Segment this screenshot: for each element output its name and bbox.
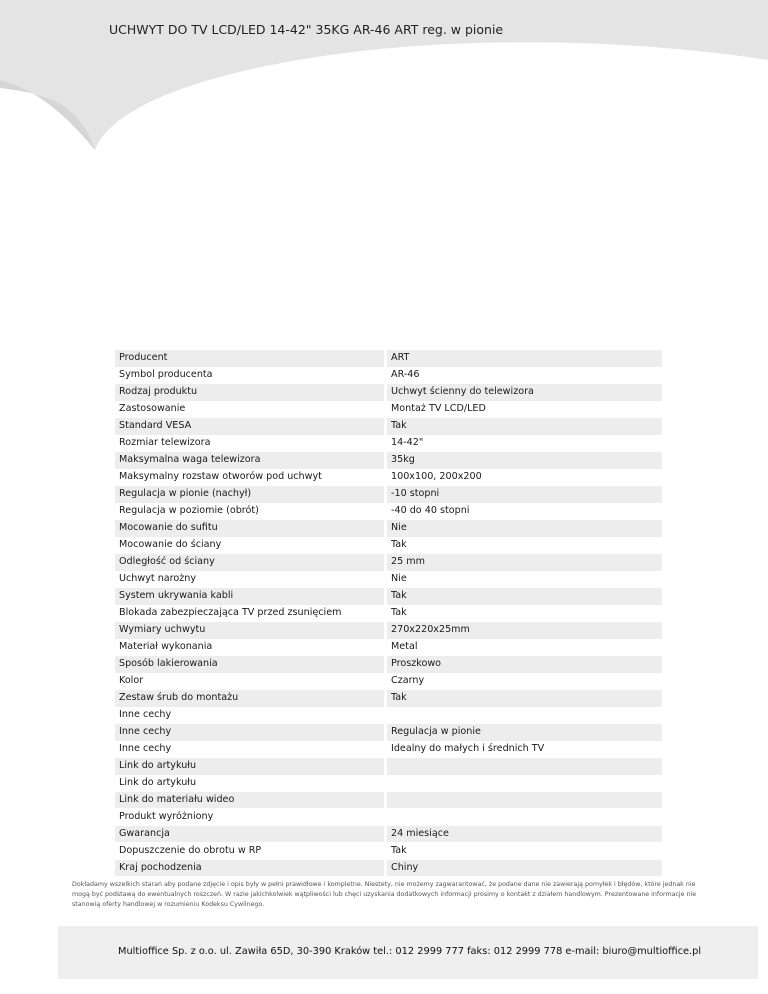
- spec-value: Czarny: [387, 673, 662, 690]
- spec-label: Rozmiar telewizora: [115, 435, 384, 452]
- spec-row: [115, 384, 662, 401]
- spec-value: Idealny do małych i średnich TV: [387, 741, 662, 758]
- spec-row: [115, 367, 662, 384]
- spec-value: Montaż TV LCD/LED: [387, 401, 662, 418]
- spec-value: Tak: [387, 588, 662, 605]
- spec-label: Gwarancja: [115, 826, 384, 843]
- spec-label: Maksymalny rozstaw otworów pod uchwyt: [115, 469, 384, 486]
- spec-value: [387, 809, 662, 826]
- spec-row: [115, 401, 662, 418]
- spec-row: [115, 350, 662, 367]
- spec-row: [115, 452, 662, 469]
- spec-label: Link do artykułu: [115, 775, 384, 792]
- spec-row: [115, 503, 662, 520]
- company-footer: [58, 926, 758, 979]
- spec-label: Produkt wyróżniony: [115, 809, 384, 826]
- spec-label: Regulacja w poziomie (obrót): [115, 503, 384, 520]
- spec-value: Tak: [387, 537, 662, 554]
- spec-row: [115, 605, 662, 622]
- spec-row: [115, 656, 662, 673]
- spec-label: Inne cechy: [115, 741, 384, 758]
- spec-value: Tak: [387, 418, 662, 435]
- spec-value: 270x220x25mm: [387, 622, 662, 639]
- spec-value: -10 stopni: [387, 486, 662, 503]
- spec-value: [387, 707, 662, 724]
- spec-label: Uchwyt narożny: [115, 571, 384, 588]
- spec-label: Link do materiału wideo: [115, 792, 384, 809]
- spec-value: AR-46: [387, 367, 662, 384]
- spec-row: [115, 826, 662, 843]
- spec-row: [115, 741, 662, 758]
- spec-row: [115, 622, 662, 639]
- spec-label: Zestaw śrub do montażu: [115, 690, 384, 707]
- spec-row: [115, 639, 662, 656]
- page-title: UCHWYT DO TV LCD/LED 14-42" 35KG AR-46 ART reg. w pionie: [109, 22, 504, 37]
- spec-label: Wymiary uchwytu: [115, 622, 384, 639]
- spec-value: Nie: [387, 520, 662, 537]
- spec-label: Zastosowanie: [115, 401, 384, 418]
- spec-label: Dopuszczenie do obrotu w RP: [115, 843, 384, 860]
- spec-row: [115, 469, 662, 486]
- spec-row: [115, 690, 662, 707]
- spec-row: [115, 860, 662, 877]
- spec-value: 100x100, 200x200: [387, 469, 662, 486]
- spec-value: ART: [387, 350, 662, 367]
- spec-label: Inne cechy: [115, 707, 384, 724]
- spec-value: Nie: [387, 571, 662, 588]
- spec-row: [115, 537, 662, 554]
- spec-label: Mocowanie do sufitu: [115, 520, 384, 537]
- spec-value: [387, 775, 662, 792]
- spec-value: Proszkowo: [387, 656, 662, 673]
- spec-row: [115, 775, 662, 792]
- spec-label: Maksymalna waga telewizora: [115, 452, 384, 469]
- spec-value: Regulacja w pionie: [387, 724, 662, 741]
- spec-row: [115, 673, 662, 690]
- spec-label: Blokada zabezpieczająca TV przed zsunięciem: [115, 605, 384, 622]
- spec-label: Regulacja w pionie (nachył): [115, 486, 384, 503]
- spec-value: 14-42": [387, 435, 662, 452]
- spec-row: [115, 707, 662, 724]
- spec-label: Materiał wykonania: [115, 639, 384, 656]
- spec-label: Link do artykułu: [115, 758, 384, 775]
- spec-value: [387, 792, 662, 809]
- spec-label: Sposób lakierowania: [115, 656, 384, 673]
- spec-value: Metal: [387, 639, 662, 656]
- spec-row: [115, 758, 662, 775]
- spec-label: Producent: [115, 350, 384, 367]
- spec-label: Rodzaj produktu: [115, 384, 384, 401]
- spec-row: [115, 809, 662, 826]
- spec-table: [115, 350, 662, 877]
- spec-label: System ukrywania kabli: [115, 588, 384, 605]
- spec-row: [115, 435, 662, 452]
- spec-value: Chiny: [387, 860, 662, 877]
- spec-label: Odległość od ściany: [115, 554, 384, 571]
- spec-value: 25 mm: [387, 554, 662, 571]
- spec-row: [115, 843, 662, 860]
- disclaimer-text: Dokładamy wszelkich starań aby podane zdjęcie i opis były w pełni prawidłowe i kompletne. Niestety, nie możemy zagwarantować, że podane dane nie zawierają pomyłek i błędów, które jednak nie mogą być podstawą do ewentualnych roszczeń. W razie jakichkolwiek wątpliwości lub chęci uzyskania dodatkowych informacji prosimy o kontakt z działem handlowym. Prezentowane informacje nie stanowią oferty handlowej w rozumieniu Kodeksu Cywilnego.: [72, 881, 697, 908]
- spec-label: Inne cechy: [115, 724, 384, 741]
- spec-value: -40 do 40 stopni: [387, 503, 662, 520]
- spec-value: Tak: [387, 605, 662, 622]
- spec-row: [115, 571, 662, 588]
- spec-label: Standard VESA: [115, 418, 384, 435]
- spec-label: Kraj pochodzenia: [115, 860, 384, 877]
- spec-row: [115, 418, 662, 435]
- spec-row: [115, 554, 662, 571]
- spec-value: 35kg: [387, 452, 662, 469]
- spec-label: Mocowanie do ściany: [115, 537, 384, 554]
- spec-value: Uchwyt ścienny do telewizora: [387, 384, 662, 401]
- spec-row: [115, 724, 662, 741]
- company-contact-info: Multioffice Sp. z o.o. ul. Zawiła 65D, 30-390 Kraków tel.: 012 2999 777 faks: 012 2999 778 e-mail: biuro@multioffice.pl: [118, 946, 702, 957]
- spec-value: Tak: [387, 843, 662, 860]
- spec-row: [115, 588, 662, 605]
- spec-value: [387, 758, 662, 775]
- spec-label: Kolor: [115, 673, 384, 690]
- spec-row: [115, 520, 662, 537]
- spec-value: 24 miesiące: [387, 826, 662, 843]
- spec-label: Symbol producenta: [115, 367, 384, 384]
- spec-row: [115, 486, 662, 503]
- spec-row: [115, 792, 662, 809]
- spec-value: Tak: [387, 690, 662, 707]
